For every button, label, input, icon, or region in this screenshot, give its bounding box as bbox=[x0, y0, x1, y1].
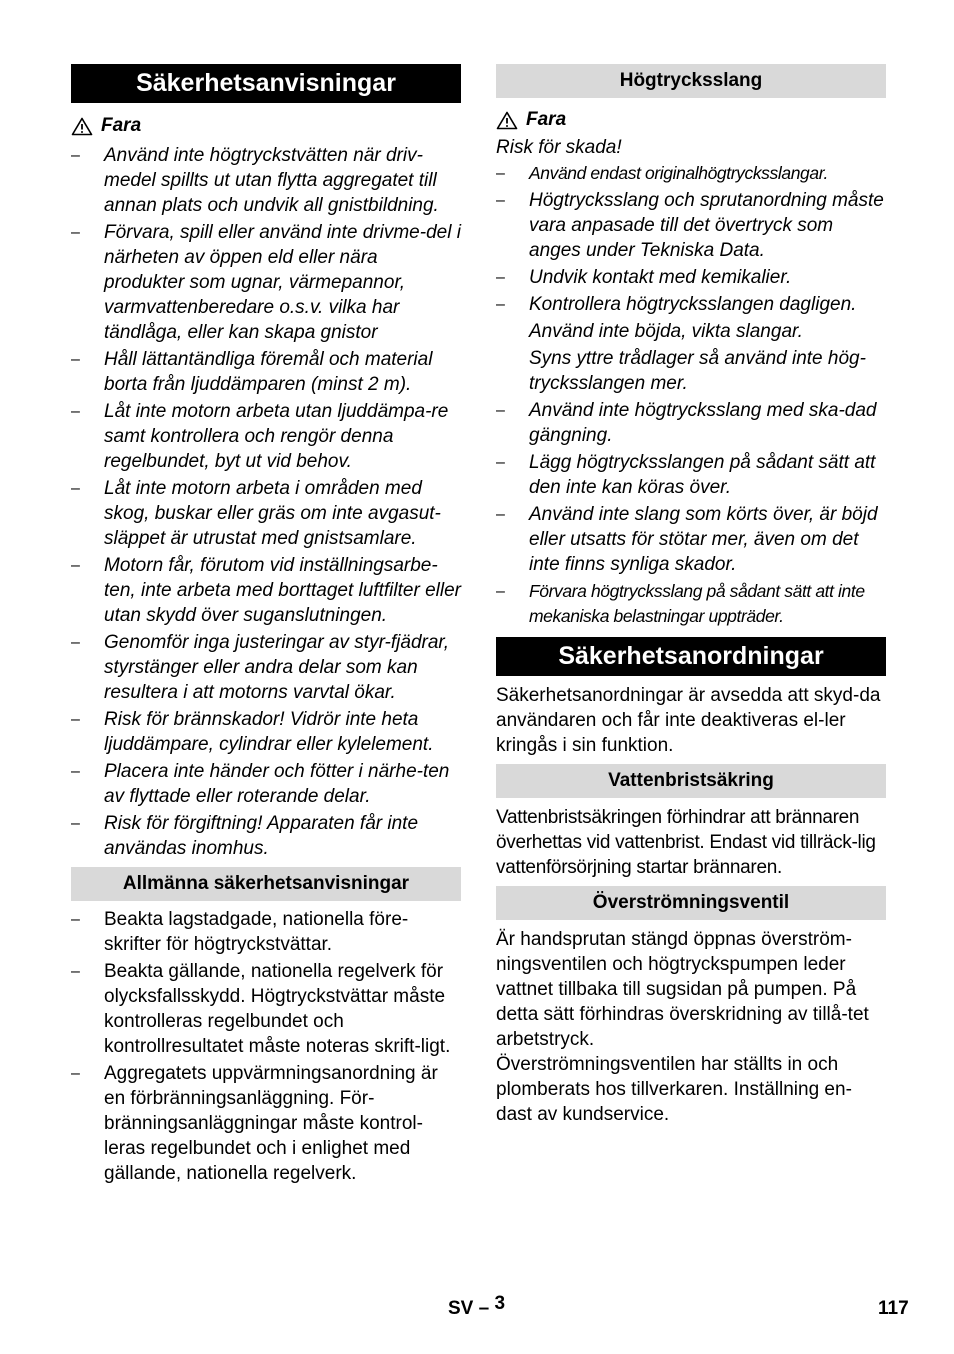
list-item: – Använd inte högtryckstvätten när driv-medel spillts ut utan flytta aggregatet till annan plats och undvik all gnistbildning. bbox=[71, 143, 461, 218]
left-column bbox=[71, 64, 461, 1188]
list-item: – Låt inte motorn arbeta utan ljuddämpa-re samt kontrollera och rengör denna regelbundet, byt ut vid behov. bbox=[71, 399, 461, 474]
list-item: – Risk för brännskador! Vidrör inte heta ljuddämpare, cylindrar eller kylelement. bbox=[71, 707, 461, 757]
list-item: – Lägg högtrycksslangen på sådant sätt att den inte kan köras över. bbox=[496, 450, 886, 500]
warning-triangle-icon bbox=[496, 111, 518, 130]
list-item: – Aggregatets uppvärmningsanordning är en förbränningsanläggning. För-bränningsanläggningar måste kontrol-leras regelbundet och i enlighet med gällande, nationella regelverk. bbox=[71, 1061, 461, 1186]
list-item: – Använd inte slang som körts över, är böjd eller utsatts för stötar mer, även om det inte finns synliga skador. bbox=[496, 502, 886, 577]
list-item: – Låt inte motorn arbeta i områden med skog, buskar eller gräs om inte avgasut-släppet är utrustat med gnistsamlare. bbox=[71, 476, 461, 551]
hose-continuation: Använd inte böjda, vikta slangar. bbox=[529, 321, 803, 342]
warning-label: Fara bbox=[101, 115, 142, 136]
list-item: – Undvik kontakt med kemikalier. bbox=[496, 265, 886, 290]
list-item: – Använd endast originalhögtrycksslangar. bbox=[496, 161, 886, 186]
warning-label: Fara bbox=[526, 109, 567, 130]
hose-continuation: Syns yttre trådlager så använd inte hög-trycksslangen mer. bbox=[529, 348, 866, 394]
footer-language-code bbox=[448, 1293, 506, 1320]
right-column bbox=[496, 64, 886, 1127]
section-title-safety: Säkerhetsanvisningar bbox=[71, 64, 461, 103]
risk-line: Risk för skada! bbox=[496, 137, 622, 158]
general-safety-list bbox=[71, 907, 461, 1186]
list-item: – Placera inte händer och fötter i närhe-ten av flyttade eller roterande delar. bbox=[71, 759, 461, 809]
list-item: – Kontrollera högtrycksslangen dagligen. bbox=[496, 292, 886, 317]
section-number: 3 bbox=[494, 1293, 506, 1314]
devices-text: Säkerhetsanordningar är avsedda att skyd-da användaren och får inte deaktiveras el-ler kringås i sin funktion. bbox=[496, 685, 881, 756]
list-item: – Högtrycksslang och sprutanordning måste vara anpasade till det övertryck som anges under Tekniska Data. bbox=[496, 188, 886, 263]
footer-dash: – bbox=[478, 1298, 490, 1319]
list-item: – Beakta lagstadgade, nationella före-skrifter för högtryckstvättar. bbox=[71, 907, 461, 957]
general-safety-heading: Allmänna säkerhetsanvisningar bbox=[71, 867, 461, 901]
warning-triangle-icon bbox=[71, 117, 93, 136]
list-item: – Förvara, spill eller använd inte drivme-del i närheten av öppen eld eller nära produkter som ugnar, värmepannor, varmvattenberedare o.s.v. vilka har tändlåga, eller kan skapa gnistor bbox=[71, 220, 461, 345]
hose-list bbox=[496, 161, 886, 317]
overflow-text: Är handsprutan stängd öppnas överström-ningsventilen och högtryckspumpen leder vattnet tillbaka till sugsidan på pumpen. På detta sätt förhindras överskridning av tillå-tet arbetstryck. bbox=[496, 929, 869, 1050]
hose-heading: Högtrycksslang bbox=[496, 64, 886, 98]
overflow-heading: Överströmningsventil bbox=[496, 886, 886, 920]
hose-list-2 bbox=[496, 398, 886, 629]
list-item: – Motorn får, förutom vid inställningsarbe-ten, inte arbeta med borttaget luftfilter eller utan skydd över suganslutningen. bbox=[71, 553, 461, 628]
list-item: – Förvara högtrycksslang på sådant sätt att inte mekaniska belastningar uppträder. bbox=[496, 579, 886, 629]
overflow-text: Överströmningsventilen har ställts in och plomberats hos tillverkaren. Inställning en-dast av kundservice. bbox=[496, 1054, 852, 1125]
list-item: – Använd inte högtrycksslang med ska-dad gängning. bbox=[496, 398, 886, 448]
language-code: SV bbox=[448, 1298, 474, 1319]
page-number: 117 bbox=[878, 1298, 909, 1319]
list-item: – Risk för förgiftning! Apparaten får inte användas inomhus. bbox=[71, 811, 461, 861]
list-item: – Håll lättantändliga föremål och material borta från ljuddämparen (minst 2 m). bbox=[71, 347, 461, 397]
section-title-devices: Säkerhetsanordningar bbox=[496, 637, 886, 676]
warning-header bbox=[71, 114, 461, 138]
warning-list bbox=[71, 143, 461, 861]
list-item: – Beakta gällande, nationella regelverk för olycksfallsskydd. Högtryckstvättar måste kontrolleras regelbundet och kontrollresultatet måste noteras skrift-ligt. bbox=[71, 959, 461, 1059]
water-heading: Vattenbristsäkring bbox=[496, 764, 886, 798]
warning-header bbox=[496, 108, 886, 132]
list-item: – Genomför inga justeringar av styr-fjädrar, styrstänger eller andra delar som kan resultera i att motorns varvtal ökar. bbox=[71, 630, 461, 705]
water-text: Vattenbristsäkringen förhindrar att brännaren överhettas vid vattenbrist. Endast vid tillräck-lig vattenförsörjning startar brännaren. bbox=[496, 807, 876, 878]
